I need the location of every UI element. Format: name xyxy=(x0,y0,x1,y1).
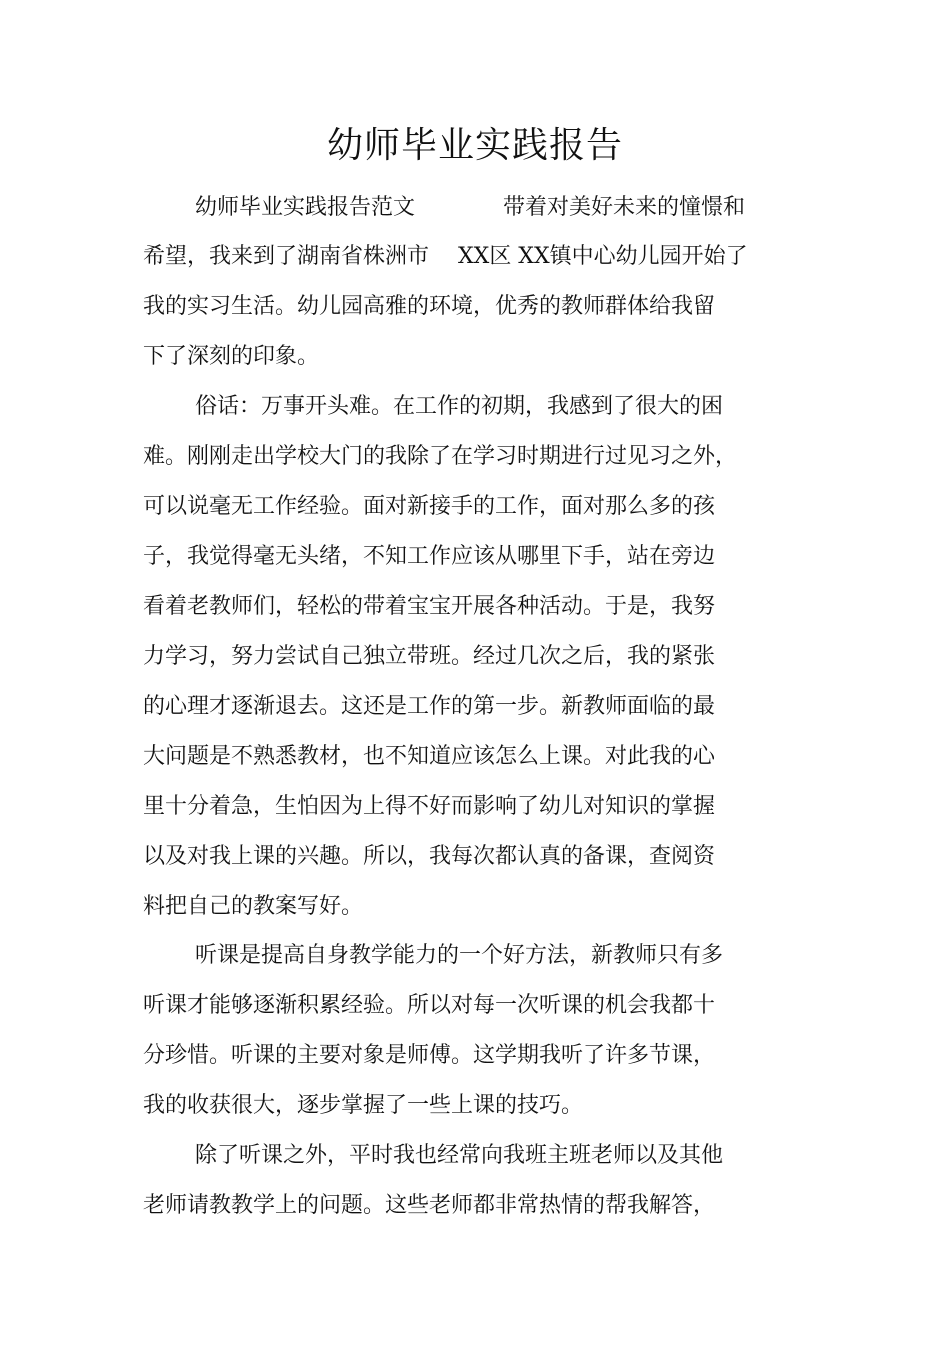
paragraph-line: 子，我觉得毫无头绪，不知工作应该从哪里下手，站在旁边 xyxy=(143,544,716,569)
paragraph-line: 听课是提高自身教学能力的一个好方法，新教师只有多 xyxy=(195,943,724,968)
paragraph-line: 我的实习生活。幼儿园高雅的环境，优秀的教师群体给我留 xyxy=(143,294,716,319)
paragraph-line: 看着老教师们，轻松的带着宝宝开展各种活动。于是，我努 xyxy=(143,594,716,619)
paragraph-line: 难。刚刚走出学校大门的我除了在学习时期进行过见习之外， xyxy=(143,444,738,469)
paragraph-line: 听课才能够逐渐积累经验。所以对每一次听课的机会我都十 xyxy=(143,993,716,1018)
paragraph-line: 下了深刻的印象。 xyxy=(143,344,320,369)
paragraph-line: 幼师毕业实践报告范文 带着对美好未来的憧憬和 xyxy=(195,195,746,220)
paragraph-line: 希望，我来到了湖南省株洲市 XX区 XX镇中心幼儿园开始了 xyxy=(143,244,748,269)
paragraph-line: 里十分着急，生怕因为上得不好而影响了幼儿对知识的掌握 xyxy=(143,794,716,819)
paragraph-line: 我的收获很大，逐步掌握了一些上课的技巧。 xyxy=(143,1093,584,1118)
paragraph-line: 力学习，努力尝试自己独立带班。经过几次之后，我的紧张 xyxy=(143,644,716,669)
paragraph-line: 的心理才逐渐退去。这还是工作的第一步。新教师面临的最 xyxy=(143,694,716,719)
paragraph-line: 大问题是不熟悉教材，也不知道应该怎么上课。对此我的心 xyxy=(143,744,716,769)
paragraph-line: 料把自己的教案写好。 xyxy=(143,894,364,919)
document-title: 幼师毕业实践报告 xyxy=(326,125,623,166)
paragraph-line: 老师请教教学上的问题。这些老师都非常热情的帮我解答， xyxy=(143,1193,716,1218)
paragraph-line: 俗话：万事开头难。在工作的初期，我感到了很大的困 xyxy=(195,394,724,419)
paragraph-line: 可以说毫无工作经验。面对新接手的工作，面对那么多的孩 xyxy=(143,494,716,519)
paragraph-line: 以及对我上课的兴趣。所以，我每次都认真的备课，查阅资 xyxy=(143,844,716,869)
paragraph-line: 分珍惜。听课的主要对象是师傅。这学期我听了许多节课， xyxy=(143,1043,716,1068)
paragraph-line: 除了听课之外，平时我也经常向我班主班老师以及其他 xyxy=(195,1143,724,1168)
